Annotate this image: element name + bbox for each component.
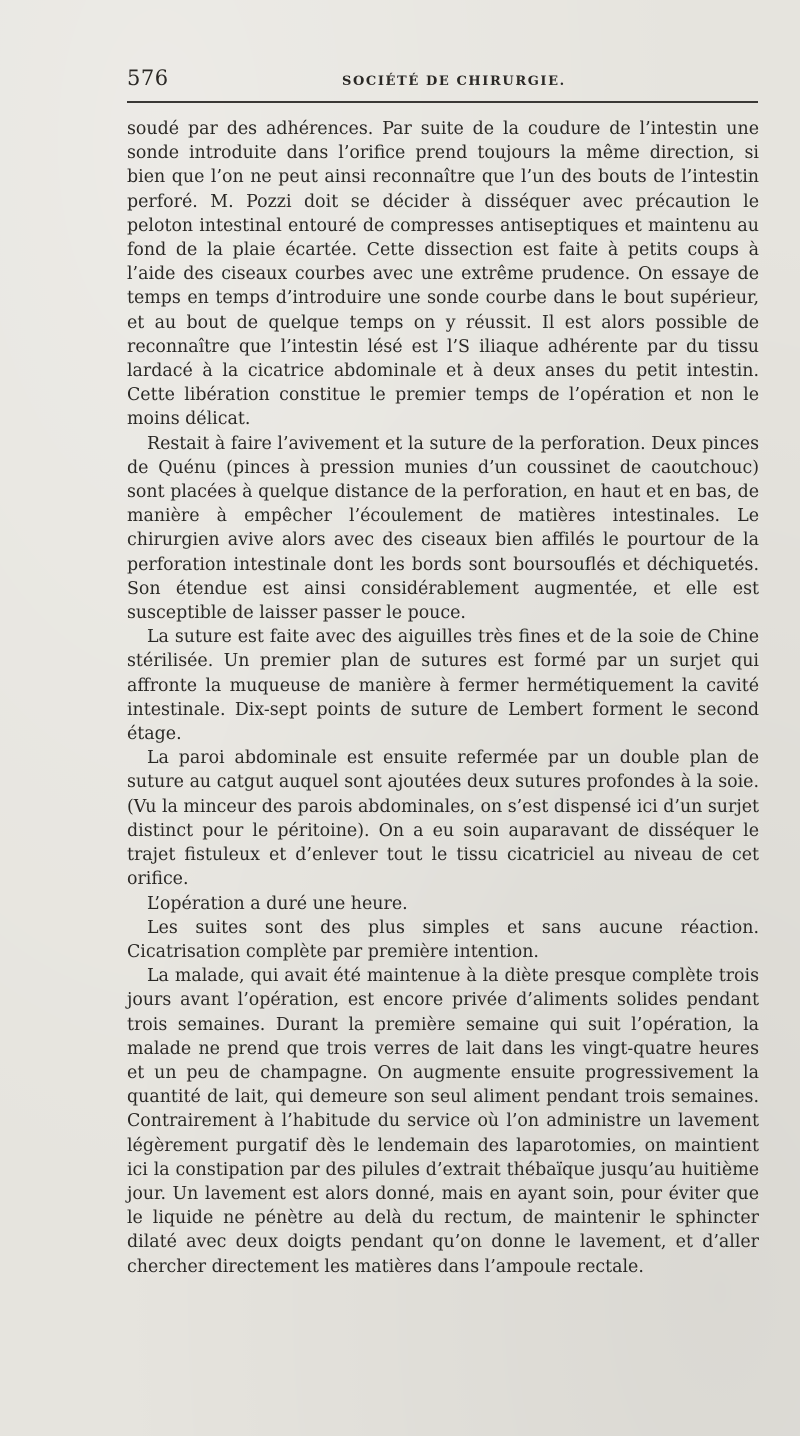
running-title: SOCIÉTÉ DE CHIRURGIE. [342, 74, 566, 89]
body-text [127, 117, 759, 1279]
paragraph-3: La suture est faite avec des aiguilles très fines et de la soie de Chine stérilisée. Un premier plan de sutures est formé par un surjet qui affronte la muqueuse de manière à fermer hermétiquement la cavité intestinale. Dix-sept points de suture de Lembert forment le second étage. [127, 627, 759, 745]
paragraph-4: La paroi abdominale est ensuite refermée par un double plan de suture au catgut auquel sont ajoutées deux sutures profondes à la soie. (Vu la minceur des parois abdominales, on s’est dispensé ici d’un surjet distinct pour le péritoine). On a eu soin auparavant de disséquer le trajet fistuleux et d’enlever tout le tissu cicatriciel au niveau de cet orifice. [127, 748, 759, 890]
paragraph-6: Les suites sont des plus simples et sans aucune réaction. Cicatrisation complète par première intention. [127, 917, 759, 962]
paragraph-1: soudé par des adhérences. Par suite de la coudure de l’intestin une sonde introduite dans l’orifice prend toujours la même direction, si bien que l’on ne peut ainsi reconnaître que l’un des bouts de l’intestin perforé. M. Pozzi doit se décider à disséquer avec précaution le peloton intestinal entouré de compresses antiseptiques et maintenu au fond de la plaie écartée. Cette dissection est faite à petits coups à l’aide des ciseaux courbes avec une extrême prudence. On essaye de temps en temps d’introduire une sonde courbe dans le bout supérieur, et au bout de quelque temps on y réussit. Il est alors possible de reconnaître que l’intestin lésé est l’S iliaque adhérente par du tissu lardacé à la cicatrice abdominale et à deux anses du petit intestin. Cette libération constitue le premier temps de l’opération et non le moins délicat. [127, 119, 759, 430]
paragraph-2: Restait à faire l’avivement et la suture de la perforation. Deux pinces de Quénu (pinces à pression munies d’un coussinet de caoutchouc) sont placées à quelque distance de la perforation, en haut et en bas, de manière à empêcher l’écoulement de matières intestinales. Le chirurgien avive alors avec des ciseaux bien affilés le pourtour de la perforation intestinale dont les bords sont boursouflés et déchiquetés. Son étendue est ainsi considérablement augmentée, et elle est susceptible de laisser passer le pouce. [127, 433, 759, 624]
page-header [127, 66, 757, 96]
paragraph-7: La malade, qui avait été maintenue à la diète presque complète trois jours avant l’opération, est encore privée d’aliments solides pendant trois semaines. Durant la première semaine qui suit l’opération, la malade ne prend que trois verres de lait dans les vingt-quatre heures et un peu de champagne. On augmente ensuite progressivement la quantité de lait, qui demeure son seul aliment pendant trois semaines. Contrairement à l’habitude du service où l’on administre un lavement légèrement purgatif dès le lendemain des laparotomies, on maintient ici la constipation par des pilules d’extrait thébaïque jusqu’au huitième jour. Un lavement est alors donné, mais en ayant soin, pour éviter que le liquide ne pénètre au delà du rectum, de maintenir le sphincter dilaté avec deux doigts pendant qu’on donne le lavement, et d’aller chercher directement les matières dans l’ampoule rectale. [127, 966, 759, 1277]
paragraph-5: L’opération a duré une heure. [147, 893, 408, 914]
page-number: 576 [127, 66, 169, 90]
header-rule [127, 101, 758, 103]
